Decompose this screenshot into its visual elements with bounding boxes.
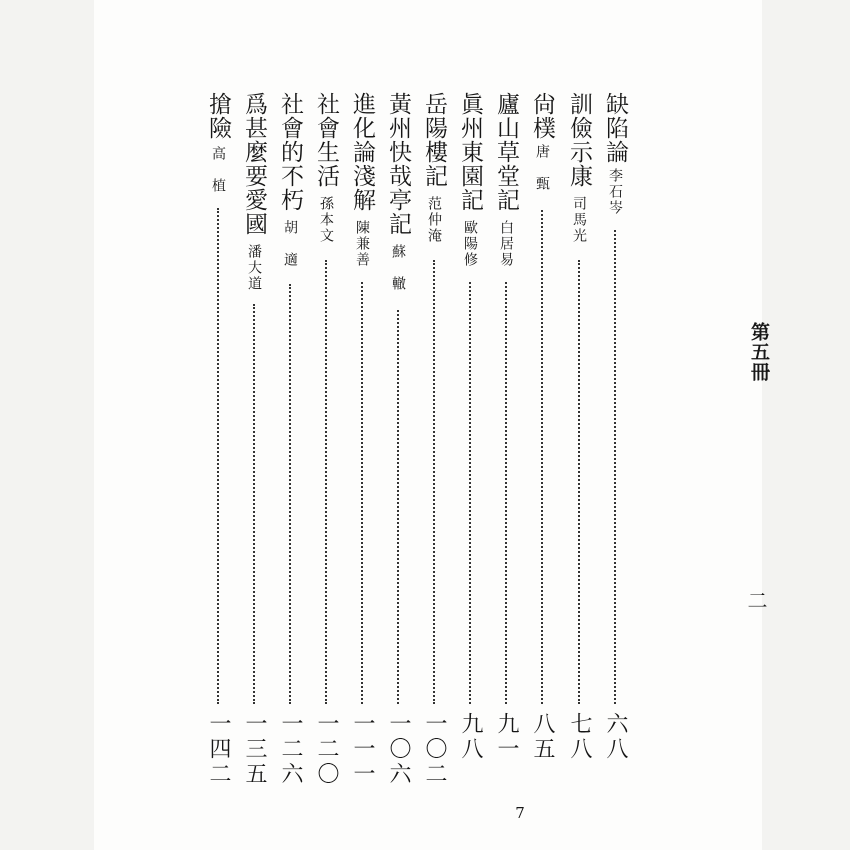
entry-page: 一四二 [206,712,231,787]
entry-title: 訓儉示康 [566,92,592,188]
entry-page: 一二〇 [314,712,339,787]
dot-leader [433,260,435,704]
entry-author: 李石岑 [607,168,623,216]
entry-page: 一〇六 [386,712,411,787]
entry-title: 進化論淺解 [349,92,375,212]
entry-page: 一三五 [242,712,267,787]
entry-title: 爲甚麼要愛國 [241,92,267,236]
toc-entry [309,92,343,794]
dot-leader [541,210,543,704]
entry-author: 高 植 [210,146,226,194]
toc-entry [417,92,451,794]
toc-entry [273,92,307,794]
entry-title: 眞州東園記 [457,92,483,212]
entry-author: 孫本文 [318,196,334,244]
entry-title: 缺陷論 [602,92,628,164]
entry-title: 社會的不朽 [277,92,303,212]
entry-page: 一〇二 [422,712,447,787]
entry-author: 陳兼善 [354,220,370,268]
toc-entry [598,92,632,794]
entry-page: 七八 [567,712,592,762]
entry-page: 六八 [603,712,628,762]
book-page [94,0,770,850]
entry-page: 一一一 [350,712,375,787]
entry-page: 一二六 [278,712,303,787]
entry-author: 胡 適 [282,220,298,268]
entry-title: 岳陽樓記 [421,92,447,188]
entry-title: 搶險 [205,92,231,140]
dot-leader [217,208,219,704]
folio-mark: 二 [744,590,768,610]
entry-page: 九八 [458,712,483,762]
dot-leader [361,282,363,704]
entry-page: 八五 [530,712,555,762]
entry-author: 歐陽修 [462,220,478,268]
entry-title: 廬山草堂記 [493,92,519,212]
entry-page: 九一 [494,712,519,762]
dot-leader [289,284,291,704]
dot-leader [253,304,255,704]
toc-entry [381,92,415,794]
dot-leader [614,230,616,704]
toc-entry [201,92,235,794]
entry-title: 尙樸 [529,92,555,140]
entry-author: 范仲淹 [426,196,442,244]
dot-leader [397,310,399,704]
toc-entry [489,92,523,794]
toc-entry [237,92,271,794]
entry-author: 白居易 [498,220,514,268]
entry-title: 黃州快哉亭記 [385,92,411,236]
entry-author: 蘇 轍 [390,244,406,292]
toc-entry [525,92,559,794]
entry-author: 唐 甄 [534,144,550,192]
toc-entry [453,92,487,794]
entry-title: 社會生活 [313,92,339,188]
toc-entry [345,92,379,794]
entry-author: 潘大道 [246,244,262,292]
dot-leader [469,282,471,704]
toc-entry [562,92,596,794]
dot-leader [578,260,580,704]
entry-author: 司馬光 [571,196,587,244]
volume-label: 第五冊 [748,322,770,382]
dot-leader [325,260,327,704]
page-number: 7 [515,804,525,822]
dot-leader [505,282,507,704]
